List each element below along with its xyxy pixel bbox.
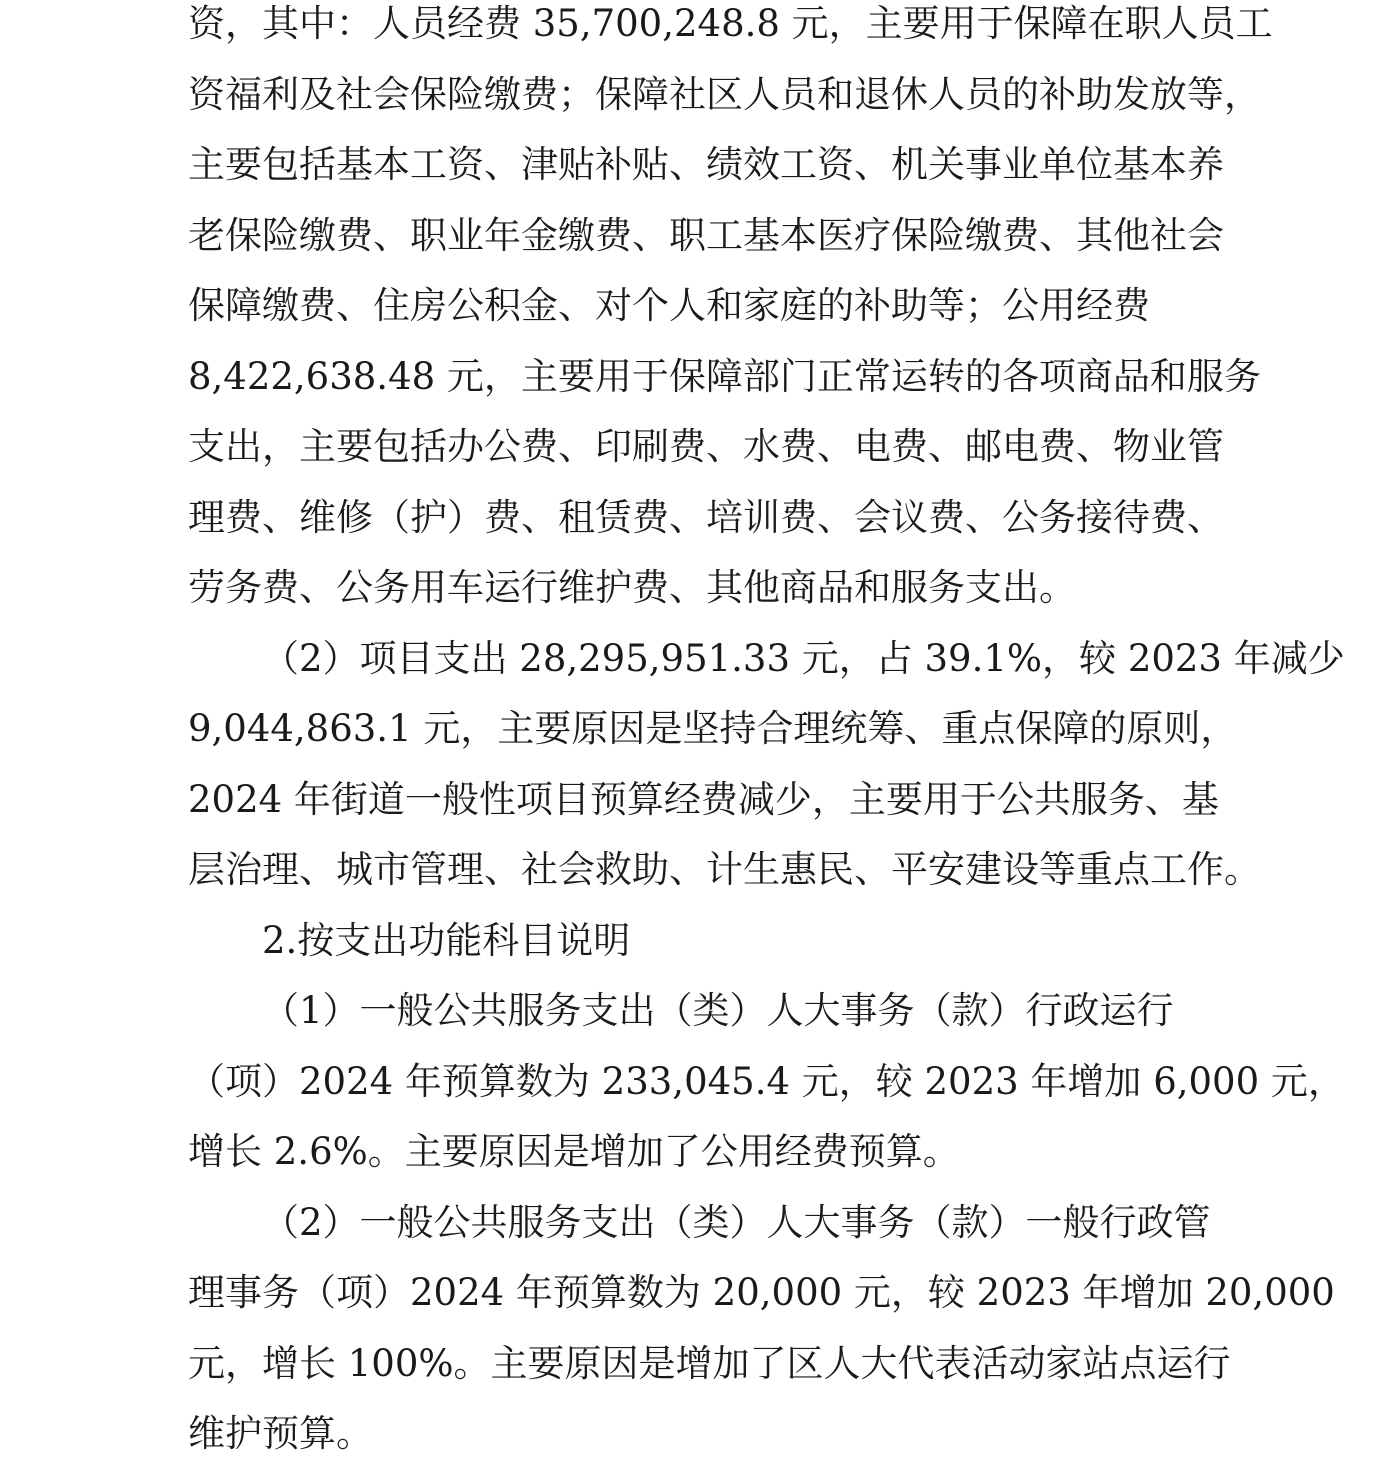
text-line: 2024 年街道一般性项目预算经费减少，主要用于公共服务、基 — [188, 778, 1219, 821]
text-line: 老保险缴费、职业年金缴费、职工基本医疗保险缴费、其他社会 — [188, 214, 1224, 257]
text-line: 支出，主要包括办公费、印刷费、水费、电费、邮电费、物业管 — [188, 425, 1224, 468]
text-line: 8,422,638.48 元，主要用于保障部门正常运转的各项商品和服务 — [188, 355, 1261, 398]
text-line: （项）2024 年预算数为 233,045.4 元，较 2023 年增加 6,000 元， — [188, 1060, 1345, 1103]
section-heading: 2.按支出功能科目说明 — [262, 919, 631, 962]
text-line: 保障缴费、住房公积金、对个人和家庭的补助等；公用经费 — [188, 284, 1150, 327]
text-line: 资福利及社会保险缴费；保障社区人员和退休人员的补助发放等， — [188, 73, 1261, 116]
text-line: 理事务（项）2024 年预算数为 20,000 元，较 2023 年增加 20,000 — [188, 1271, 1335, 1314]
text-line: 元，增长 100%。主要原因是增加了区人大代表活动家站点运行 — [188, 1342, 1231, 1385]
text-line: 增长 2.6%。主要原因是增加了公用经费预算。 — [188, 1130, 960, 1173]
paragraph-start-line: （2）一般公共服务支出（类）人大事务（款）一般行政管 — [262, 1201, 1211, 1244]
text-line: 层治理、城市管理、社会救助、计生惠民、平安建设等重点工作。 — [188, 848, 1261, 891]
text-line: 主要包括基本工资、津贴补贴、绩效工资、机关事业单位基本养 — [188, 143, 1224, 186]
text-line: 理费、维修（护）费、租赁费、培训费、会议费、公务接待费、 — [188, 496, 1224, 539]
text-line: 劳务费、公务用车运行维护费、其他商品和服务支出。 — [188, 566, 1076, 609]
paragraph-start-line: （1）一般公共服务支出（类）人大事务（款）行政运行 — [262, 989, 1174, 1032]
text-line: 资，其中：人员经费 35,700,248.8 元，主要用于保障在职人员工 — [188, 2, 1273, 45]
text-line: 9,044,863.1 元，主要原因是坚持合理统筹、重点保障的原则， — [188, 707, 1238, 750]
text-line: 维护预算。 — [188, 1412, 373, 1455]
paragraph-start-line: （2）项目支出 28,295,951.33 元，占 39.1%，较 2023 年减少 — [262, 637, 1345, 680]
